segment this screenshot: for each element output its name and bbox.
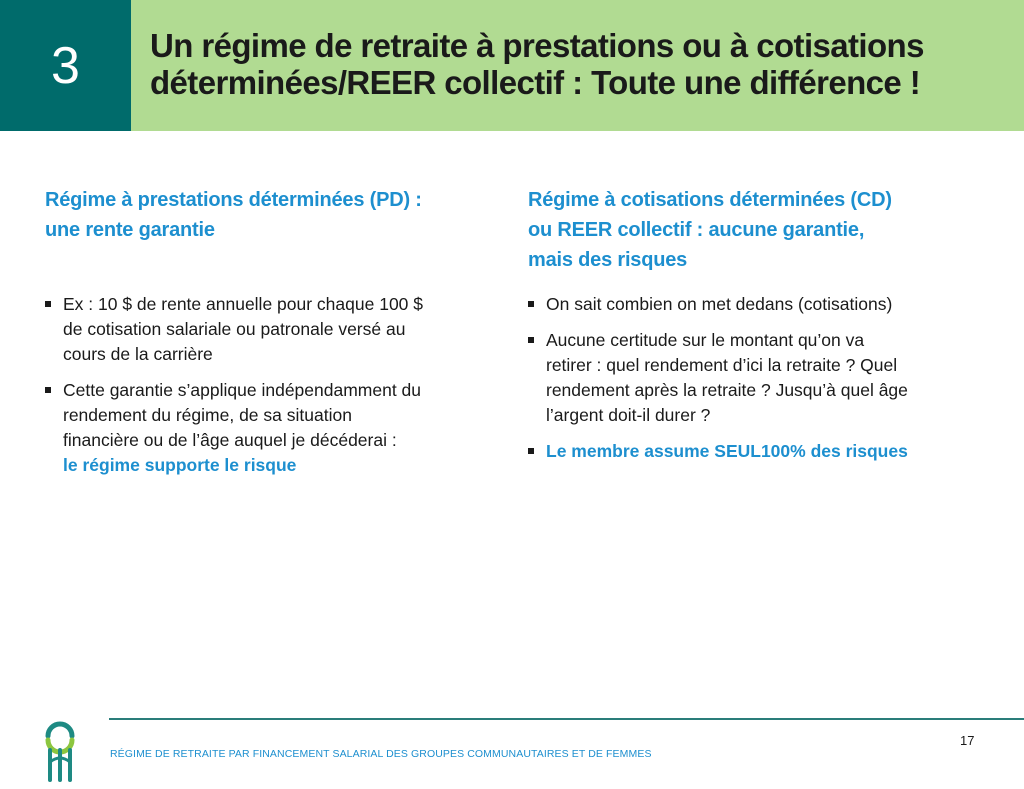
section-number-box bbox=[0, 0, 131, 131]
square-bullet-icon bbox=[528, 337, 534, 343]
list-item: On sait combien on met dedans (cotisations) bbox=[528, 292, 998, 317]
risk-highlight-text: Le membre assume SEUL100% des risques bbox=[546, 441, 908, 461]
left-heading-line-1: Régime à prestations déterminées (PD) : bbox=[45, 189, 422, 211]
rrfs-logo-icon bbox=[40, 720, 80, 782]
slide-title bbox=[150, 27, 1010, 101]
section-number: 3 bbox=[51, 36, 80, 95]
square-bullet-icon bbox=[528, 448, 534, 454]
list-item bbox=[528, 439, 998, 464]
square-bullet-icon bbox=[45, 387, 51, 393]
left-column-heading-block bbox=[45, 185, 505, 245]
list-item: Cette garantie s’applique indépendamment du rendement du régime, de sa situation financière ou de l’âge auquel je décéderai : le régime supporte le risque bbox=[45, 378, 505, 478]
list-item: Aucune certitude sur le montant qu’on va retirer : quel rendement d’ici la retraite ? Quel rendement après la retraite ? Jusqu’à quel âge l’argent doit-il durer ? bbox=[528, 328, 998, 428]
risk-highlight-text: le régime supporte le risque bbox=[63, 455, 297, 475]
slide-header bbox=[0, 0, 1024, 131]
square-bullet-icon bbox=[528, 301, 534, 307]
square-bullet-icon bbox=[45, 301, 51, 307]
right-column-heading-block bbox=[528, 185, 998, 275]
left-bullet-list bbox=[45, 292, 505, 489]
footer-organization: RÉGIME DE RETRAITE PAR FINANCEMENT SALARIAL DES GROUPES COMMUNAUTAIRES ET DE FEMMES bbox=[110, 748, 652, 760]
right-bullet-list bbox=[528, 292, 998, 475]
slide-title-line-1: Un régime de retraite à prestations ou à cotisations bbox=[150, 27, 924, 64]
right-heading-line-1: Régime à cotisations déterminées (CD) bbox=[528, 189, 892, 211]
list-item: Ex : 10 $ de rente annuelle pour chaque 100 $ de cotisation salariale ou patronale versé au cours de la carrière bbox=[45, 292, 505, 367]
slide-title-line-2: déterminées/REER collectif : Toute une différence ! bbox=[150, 64, 921, 101]
right-heading-line-2: ou REER collectif : aucune garantie, bbox=[528, 219, 865, 241]
left-column-heading bbox=[45, 185, 505, 245]
right-heading-line-3: mais des risques bbox=[528, 249, 688, 271]
footer-divider bbox=[109, 718, 1024, 720]
right-column-heading bbox=[528, 185, 998, 275]
page-number: 17 bbox=[960, 733, 975, 748]
left-heading-line-2: une rente garantie bbox=[45, 219, 215, 241]
